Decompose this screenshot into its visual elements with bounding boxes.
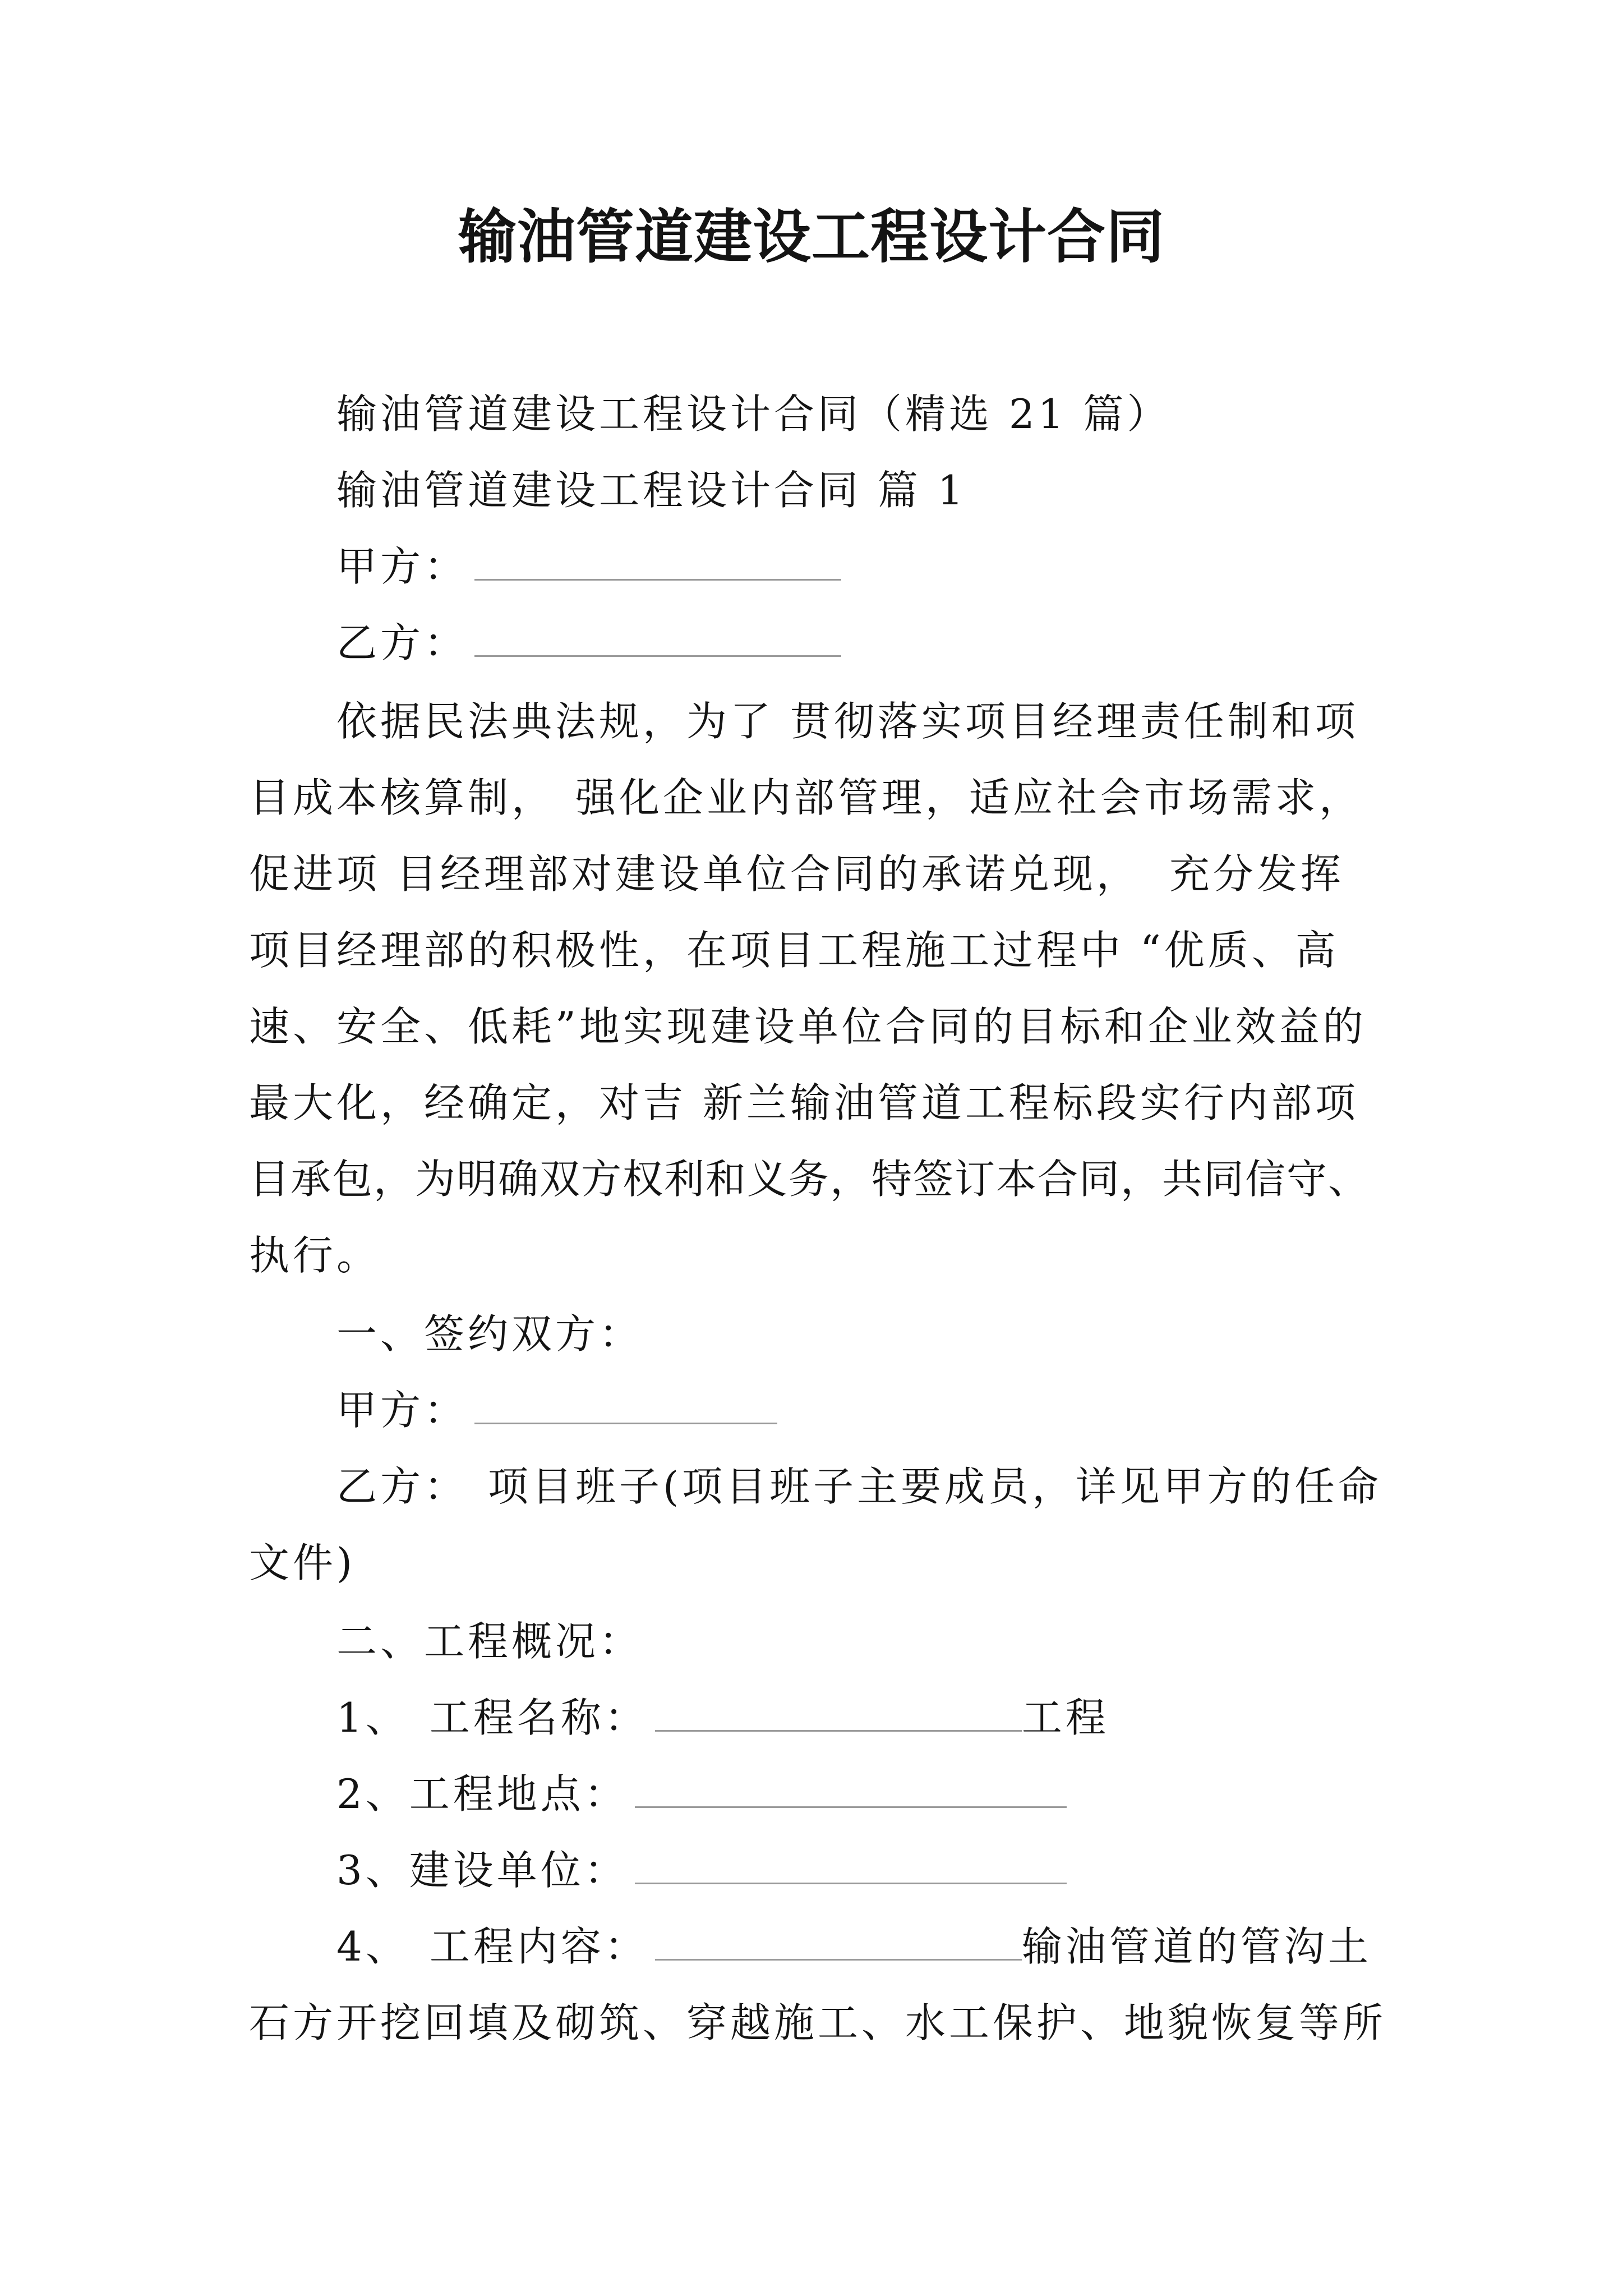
intro-line-5: 速、安全、低耗”地实现建设单位合同的目标和企业效益的 <box>249 1003 1367 1050</box>
section1-party-b-label: 乙方： <box>336 1463 468 1510</box>
party-b-blank <box>474 620 841 657</box>
section1-heading: 一、签约双方： <box>336 1310 643 1358</box>
project-name-label: 工程名称： <box>429 1694 648 1741</box>
project-content-blank <box>655 1924 1022 1961</box>
construction-unit-line <box>336 1842 1067 1898</box>
section1-party-a-label: 甲方： <box>336 1387 468 1434</box>
intro-line-8: 执行。 <box>249 1232 381 1279</box>
project-content-line <box>336 1918 1372 1975</box>
section1-party-a-line <box>336 1382 777 1438</box>
project-name-line <box>336 1690 1109 1746</box>
intro-line-2 <box>249 770 1363 826</box>
project-location-label: 2、工程地点： <box>336 1770 628 1818</box>
document-subtitle: 输油管道建设工程设计合同（精选 21 篇） <box>336 390 1171 438</box>
intro-line-3b: 充分发挥 <box>1169 850 1344 898</box>
intro-line-3a: 促进项 目经理部对建设单位合同的承诺兑现， <box>249 850 1140 898</box>
project-content-suffix: 输油管道的管沟土 <box>1021 1923 1372 1970</box>
project-content-cont: 石方开挖回填及砌筑、穿越施工、水工保护、地貌恢复等所 <box>249 1999 1387 2046</box>
project-location-line <box>336 1766 1067 1822</box>
construction-unit-label: 3、建设单位： <box>336 1847 628 1894</box>
party-a-blank <box>474 544 841 581</box>
project-name-suffix: 工程 <box>1021 1694 1109 1741</box>
intro-line-3 <box>249 846 1344 902</box>
party-b-label: 乙方： <box>336 619 468 666</box>
section1-party-b-cont: 文件) <box>249 1539 356 1586</box>
construction-unit-blank <box>635 1848 1067 1884</box>
section1-party-b-value: 项目班子(项目班子主要成员，详见甲方的任命 <box>488 1463 1382 1510</box>
section1-party-b-line <box>336 1458 1382 1515</box>
intro-line-1: 依据民法典法规，为了 贯彻落实项目经理责任制和项 <box>336 698 1359 745</box>
intro-line-2a: 目成本核算制， <box>249 774 556 821</box>
project-content-number: 4、 <box>336 1923 409 1970</box>
intro-line-2b: 强化企业内部管理，适应社会市场需求， <box>575 774 1363 821</box>
party-b-line <box>336 615 841 671</box>
intro-line-7: 目承包，为明确双方权利和义务，特签订本合同，共同信守、 <box>249 1156 1370 1203</box>
intro-line-6: 最大化，经确定，对吉 新兰输油管道工程标段实行内部项 <box>249 1079 1359 1126</box>
document-title: 输油管道建设工程设计合同 <box>458 203 1165 271</box>
project-name-number: 1、 <box>336 1694 409 1741</box>
section1-party-a-blank <box>474 1388 777 1424</box>
intro-line-4: 项目经理部的积极性，在项目工程施工过程中 “优质、高 <box>249 927 1339 974</box>
project-name-blank <box>655 1695 1022 1732</box>
party-a-line <box>336 539 841 595</box>
project-location-blank <box>635 1772 1067 1808</box>
section2-heading: 二、工程概况： <box>336 1618 643 1665</box>
section-heading: 输油管道建设工程设计合同 篇 1 <box>336 467 967 514</box>
party-a-label: 甲方： <box>336 543 468 590</box>
project-content-label: 工程内容： <box>429 1923 648 1970</box>
